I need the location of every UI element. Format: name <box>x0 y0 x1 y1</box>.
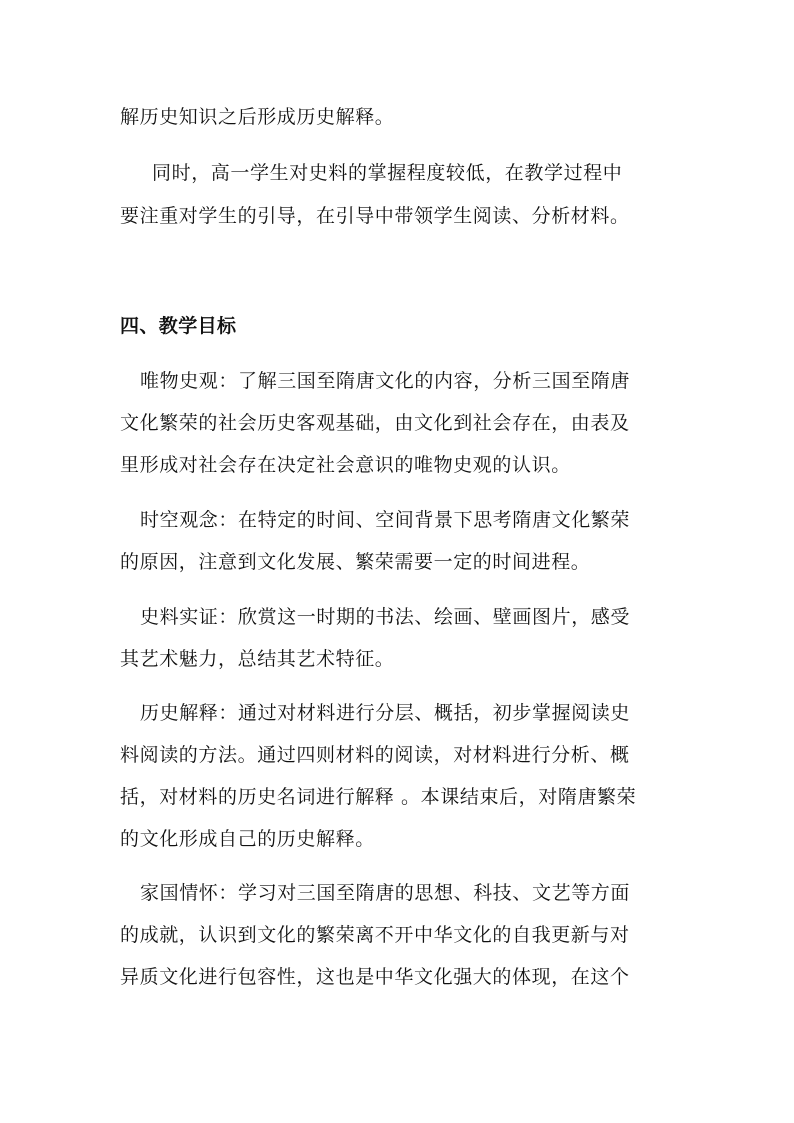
goal-evidence-line-1: 史料实证：欣赏这一时期的书法、绘画、壁画图片，感受 <box>140 606 631 628</box>
goal-interpretation-line-2: 料阅读的方法。通过四则材料的阅读，对材料进行分析、概 <box>120 744 630 766</box>
goal-patriotism-line-3: 异质文化进行包容性，这也是中华文化强大的体现，在这个 <box>120 966 630 988</box>
goal-interpretation-line-1: 历史解释：通过对材料进行分层、概括，初步掌握阅读史 <box>140 702 631 724</box>
section-heading: 四、教学目标 <box>120 315 237 337</box>
goal-patriotism-line-1: 家国情怀：学习对三国至隋唐的思想、科技、文艺等方面 <box>140 882 631 904</box>
goal-materialism-line-3: 里形成对社会存在决定社会意识的唯物史观的认识。 <box>120 454 571 476</box>
goal-interpretation-line-4: 的文化形成自己的历史解释。 <box>120 828 375 850</box>
goal-materialism-line-2: 文化繁荣的社会历史客观基础，由文化到社会存在，由表及 <box>120 412 630 434</box>
intro-line-2: 同时，高一学生对史料的掌握程度较低，在教学过程中 <box>152 162 623 184</box>
goal-spacetime-line-1: 时空观念：在特定的时间、空间背景下思考隋唐文化繁荣 <box>140 509 631 531</box>
intro-line-1: 解历史知识之后形成历史解释。 <box>120 106 395 128</box>
goal-evidence-line-2: 其艺术魅力，总结其艺术特征。 <box>120 648 395 670</box>
goal-materialism-line-1: 唯物史观：了解三国至隋唐文化的内容，分析三国至隋唐 <box>140 370 631 392</box>
goal-spacetime-line-2: 的原因，注意到文化发展、繁荣需要一定的时间进程。 <box>120 551 591 573</box>
goal-patriotism-line-2: 的成就，认识到文化的繁荣离不开中华文化的自我更新与对 <box>120 924 630 946</box>
intro-line-3: 要注重对学生的引导，在引导中带领学生阅读、分析材料。 <box>120 205 630 227</box>
goal-interpretation-line-3: 括，对材料的历史名词进行解释 。本课结束后，对隋唐繁荣 <box>120 786 637 808</box>
